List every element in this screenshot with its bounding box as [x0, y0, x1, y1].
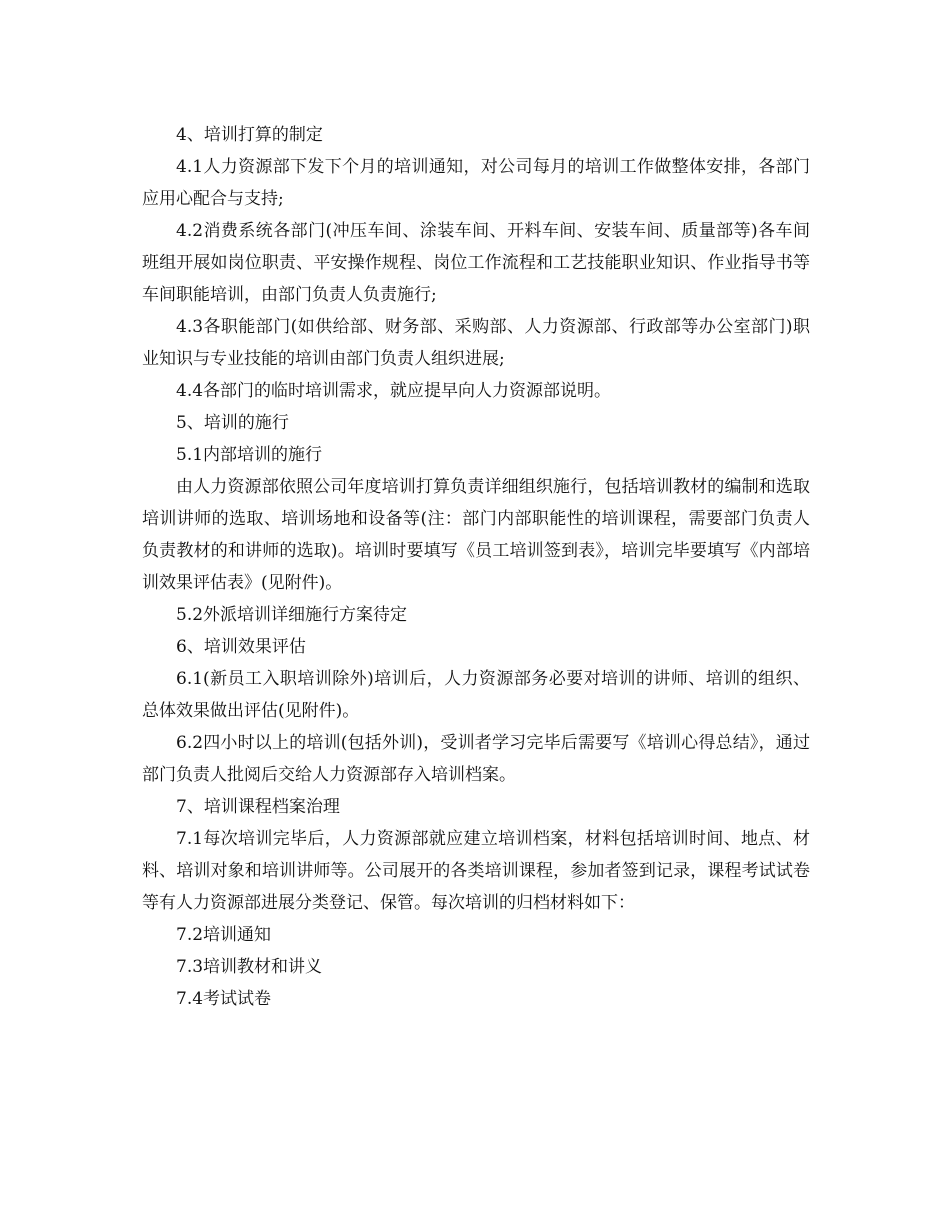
paragraph-7-1: 7.1每次培训完毕后，人力资源部就应建立培训档案，材料包括培训时间、地点、材料、培训对象和培训讲师等。公司展开的各类培训课程，参加者签到记录，课程考试试卷等有人力资源部进展分类登记、保管。每次培训的归档材料如下：	[142, 829, 810, 913]
paragraph-6-1: 6.1(新员工入职培训除外)培训后，人力资源部务必要对培训的讲师、培训的组织、总体效果做出评估(见附件)。	[142, 669, 810, 721]
section-heading-4: 4、培训打算的制定	[176, 125, 323, 145]
subheading-5-1: 5.1内部培训的施行	[176, 445, 323, 465]
list-item-7-4: 7.4考试试卷	[176, 989, 272, 1009]
list-item-7-3: 7.3培训教材和讲义	[176, 957, 323, 977]
paragraph-4-3: 4.3各职能部门(如供给部、财务部、采购部、人力资源部、行政部等办公室部门)职业知识与专业技能的培训由部门负责人组织进展;	[142, 317, 810, 369]
section-heading-5: 5、培训的施行	[176, 413, 289, 433]
paragraph-5-1-body: 由人力资源部依照公司年度培训打算负责详细组织施行，包括培训教材的编制和选取培训讲师的选取、培训场地和设备等(注：部门内部职能性的培训课程，需要部门负责人负责教材的和讲师的选取)。培训时要填写《员工培训签到表》，培训完毕要填写《内部培训效果评估表》(见附件)。	[142, 477, 810, 593]
list-item-7-2: 7.2培训通知	[176, 925, 272, 945]
paragraph-4-4: 4.4各部门的临时培训需求，就应提早向人力资源部说明。	[176, 381, 612, 401]
section-heading-7: 7、培训课程档案治理	[176, 797, 340, 817]
paragraph-6-2: 6.2四小时以上的培训(包括外训)，受训者学习完毕后需要写《培训心得总结》，通过部门负责人批阅后交给人力资源部存入培训档案。	[142, 733, 810, 785]
section-heading-6: 6、培训效果评估	[176, 637, 306, 657]
paragraph-5-2: 5.2外派培训详细施行方案待定	[176, 605, 408, 625]
paragraph-4-1: 4.1人力资源部下发下个月的培训通知，对公司每月的培训工作做整体安排，各部门应用心配合与支持;	[142, 157, 810, 209]
paragraph-4-2: 4.2消费系统各部门(冲压车间、涂装车间、开料车间、安装车间、质量部等)各车间班组开展如岗位职责、平安操作规程、岗位工作流程和工艺技能职业知识、作业指导书等车间职能培训，由部门负责人负责施行;	[142, 221, 810, 305]
document-body	[142, 119, 810, 1015]
